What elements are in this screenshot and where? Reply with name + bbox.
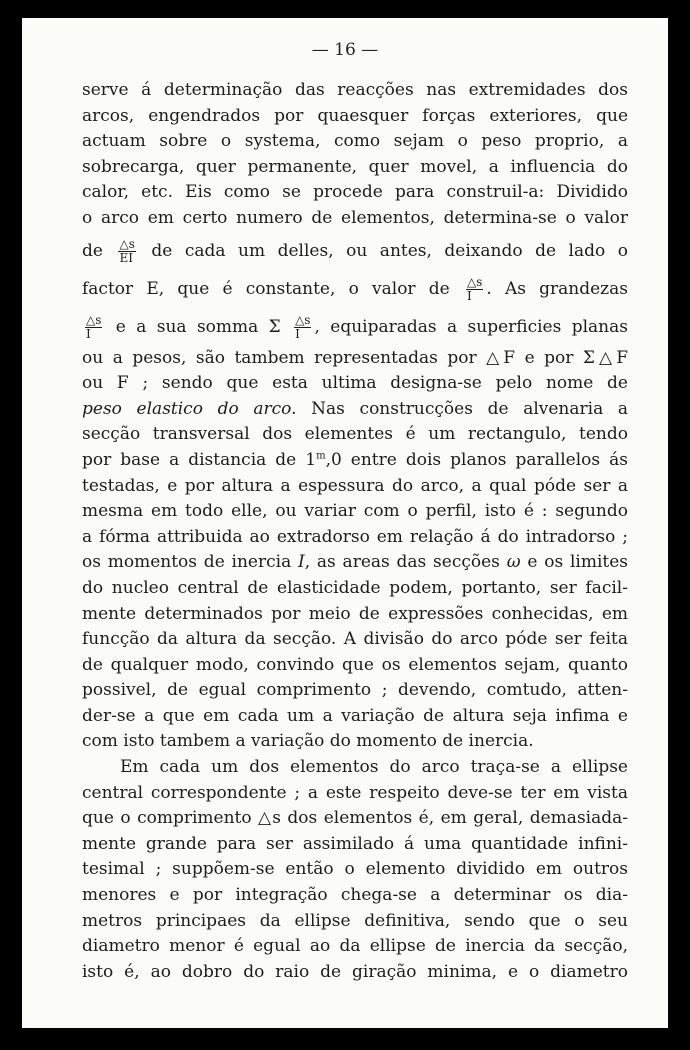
text-line: secção transversal dos elementes é um rectangulo, tendo: [82, 424, 628, 445]
text-line: calor, etc. Eis como se procede para construil-a: Dividido: [82, 182, 628, 203]
text-line: der-se a que em cada um a variação de altura seja infima e: [82, 705, 628, 726]
fraction-delta-s-over-i: $\frac{\triangle s}{I}$: [295, 312, 311, 341]
text-line: mesma em todo elle, ou variar com o perfil, isto é : segundo: [82, 501, 628, 522]
italic-symbol: I: [298, 552, 305, 573]
text-line: metros principaes da ellipse definitiva, sendo que o seu: [82, 910, 628, 931]
text-line: mente determinados por meio de expressões conhecidas, em: [82, 603, 628, 624]
text-line: de $\frac{\triangle s}{EI}$ de cada um delles, ou antes, deixando de lado o: [82, 236, 628, 265]
text-line: funcção da altura da secção. A divisão do arco póde ser feita: [82, 629, 628, 650]
text-line: diametro menor é egual ao da ellipse de inercia da secção,: [82, 936, 628, 957]
page-number: — 16 —: [311, 40, 379, 60]
text-line: peso elastico do arco. Nas construcções de alvenaria a: [82, 398, 629, 419]
italic-term: peso elastico do arco.: [82, 398, 297, 419]
body-text: [82, 78, 628, 985]
fraction-delta-s-over-i: $\frac{\triangle s}{I}$: [86, 312, 102, 341]
text-line: arcos, engendrados por quaesquer forças exteriores, que: [82, 105, 628, 126]
text-line: central correspondente ; a este respeito deve-se ter em vista: [82, 782, 628, 803]
text-line: menores e por integração chega-se a determinar os dia-: [82, 885, 628, 906]
text-line: por base a distancia de 1$^m$,0 entre dois planos parallelos ás: [82, 449, 628, 470]
text-line: do nucleo central de elasticidade podem, portanto, ser facil-: [82, 577, 628, 598]
text-line: $\frac{\triangle s}{I}$ e a sua somma Σ $\frac{\triangle s}{I}$ , equiparadas a superficies planas: [86, 312, 628, 341]
text-line: factor E, que é constante, o valor de $\frac{\triangle s}{I}$ . As grandezas: [82, 274, 628, 303]
text-line: possivel, de egual comprimento ; devendo, comtudo, atten-: [82, 680, 628, 701]
text-line: com isto tambem a variação do momento de inercia.: [82, 731, 534, 752]
text-line: o arco em certo numero de elementos, determina-se o valor: [82, 207, 628, 228]
text-line: actuam sobre o systema, como sejam o peso proprio, a: [82, 131, 628, 152]
text-line: isto é, ao dobro do raio de giração minima, e o diametro: [82, 961, 628, 982]
superscript: m: [316, 450, 326, 462]
text-line: que o comprimento △s dos elementos é, em geral, demasiada-: [82, 808, 628, 829]
text-line: os momentos de inercia I, as areas das secções ω e os limites: [82, 552, 629, 573]
fraction-delta-s-over-i: $\frac{\triangle s}{I}$: [466, 274, 483, 303]
italic-symbol: ω: [506, 552, 521, 573]
text-line: de qualquer modo, convindo que os elementos sejam, quanto: [82, 654, 628, 675]
text-line: ou F ; sendo que esta ultima designa-se pelo nome de: [82, 373, 628, 394]
text-line: Em cada um dos elementos do arco traça-se a ellipse: [120, 757, 628, 778]
text-line: sobrecarga, quer permanente, quer movel, a influencia do: [82, 156, 628, 177]
fraction-delta-s-over-ei: $\frac{\triangle s}{EI}$: [119, 236, 135, 265]
text-line: testadas, e por altura a espessura do arco, a qual póde ser a: [82, 475, 628, 496]
book-page: [22, 18, 668, 1028]
text-line: tesimal ; suppõem-se então o elemento dividido em outros: [82, 859, 628, 880]
text-line: a fórma attribuida ao extradorso em relação á do intradorso ;: [82, 526, 628, 547]
text-line: ou a pesos, são tambem representadas por △F e por Σ△F: [82, 347, 628, 368]
text-line: mente grande para ser assimilado á uma quantidade infini-: [82, 833, 628, 854]
text-line: serve á determinação das reacções nas extremidades dos: [82, 80, 628, 100]
